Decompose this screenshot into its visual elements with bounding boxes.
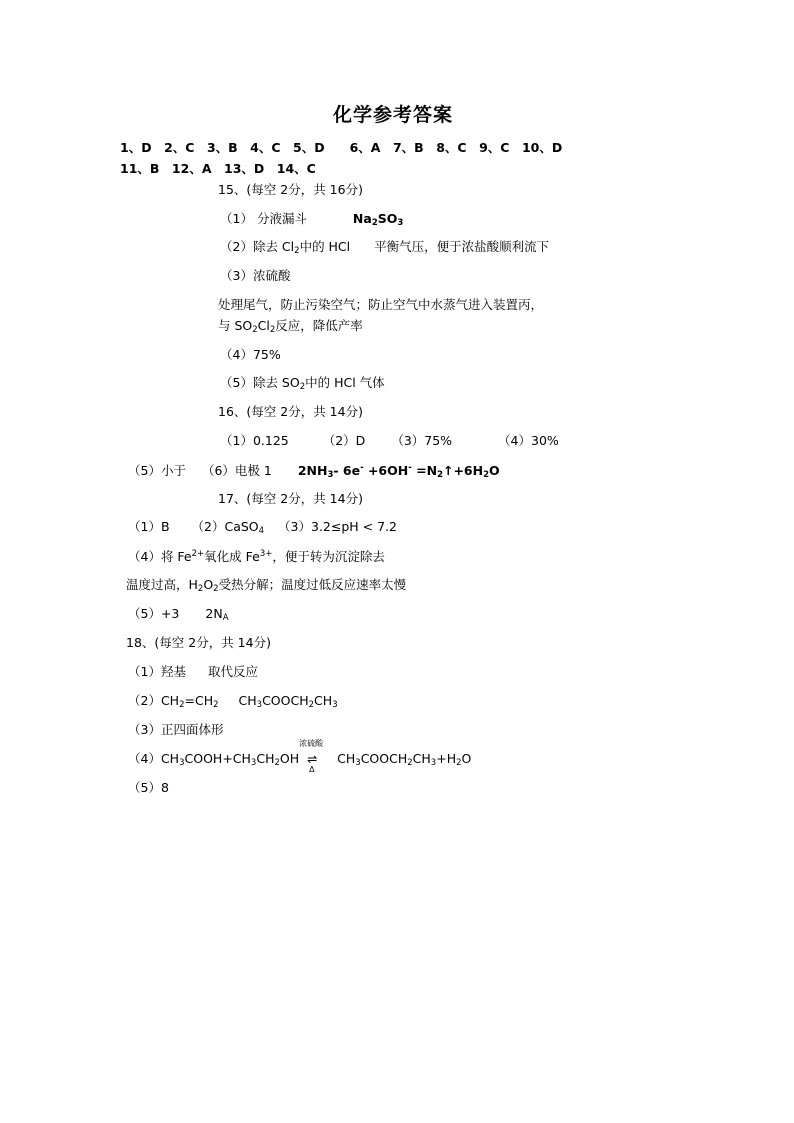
q15-answer-4: （4）75% (220, 347, 281, 362)
q15-answer-1-a: 分液漏斗 (256, 211, 307, 226)
q17-answer-4: （4）将 $Fe^{2+}$氧化成 $Fe^{3+}$，便于转为沉淀除去 (128, 549, 385, 564)
condition-label: 浓硫酸 (299, 738, 324, 748)
q17-header: 17、(每空 2分，共 14分) (218, 491, 363, 506)
q18-header: 18、(每空 2分，共 14分) (126, 635, 271, 650)
q15-answer-5: （5）除去 $SO_2$中的 HCl 气体 (220, 375, 385, 392)
q16-electrode-equation: $2NH_3-$ $6e^- +6OH^- =N_2↑+6H_2O$ (297, 463, 500, 480)
q15-answer-2: （2）除去 $Cl_2$中的 HCl 平衡气压，便于浓盐酸顺利流下 (220, 239, 550, 256)
q18-answer-4: $(4)CH_3COOH+CH_3CH_2OH$ 浓硫酸 ⇌ Δ $CH_3COOCH_2CH_3+H_2O$ (128, 738, 472, 774)
q17-answers-1-3: （1）B （2）CaSO$_4$ （3）3.2≤pH < 7.2 (128, 519, 397, 536)
mc-answers-row-2: 11、B 12、A 13、D 14、C (120, 161, 316, 176)
page-title: 化学参考答案 (333, 104, 454, 126)
q18-answer-1: （1）羟基 取代反应 (128, 664, 258, 679)
reaction-condition (299, 738, 333, 774)
q17-answer-4b: 温度过高，$H_2O_2$受热分解；温度过低反应速率太慢 (126, 577, 407, 594)
q18-answer-3: （3）正四面体形 (128, 722, 224, 737)
q15-answer-1-b: $Na_2SO_3$ (352, 211, 404, 228)
q16-answers-1-4: （1）0.125 （2）D （3）75% （4）30% (220, 433, 559, 448)
mc-answers-row-1: 1、D 2、C 3、B 4、C 5、D 6、A 7、B 8、C 9、C 10、D (120, 140, 563, 155)
q15-answer-3: （3）浓硫酸 (220, 268, 291, 283)
q17-answer-5: （5）+3 $2N_A$ (128, 606, 229, 623)
q16-header: 16、(每空 2分，共 14分) (218, 404, 363, 419)
q15-answer-1 (220, 213, 403, 228)
q18-answer-5: （5）8 (128, 780, 169, 795)
q15-answer-3b-line1: 处理尾气，防止污染空气；防止空气中水蒸气进入装置丙， (218, 297, 544, 312)
q15-header: 15、(每空 2分，共 16分) (218, 182, 363, 197)
q15-answer-1-num: （1） (220, 211, 253, 226)
equilibrium-arrow-icon: ⇌ (307, 751, 318, 766)
heat-symbol: Δ (309, 764, 315, 774)
q18-answer-2: $(2)CH_2=CH_2$ $CH_3COOCH_2CH_3$ (128, 693, 338, 710)
q16-answers-5-6: （5）小于 （6）电极 1 $2NH_3-$ $6e^- +6OH^- =N_2↑+6H_2O$ (128, 463, 500, 480)
q15-answer-3b-line2: 与 $SO_2Cl_2$反应，降低产率 (218, 318, 363, 335)
